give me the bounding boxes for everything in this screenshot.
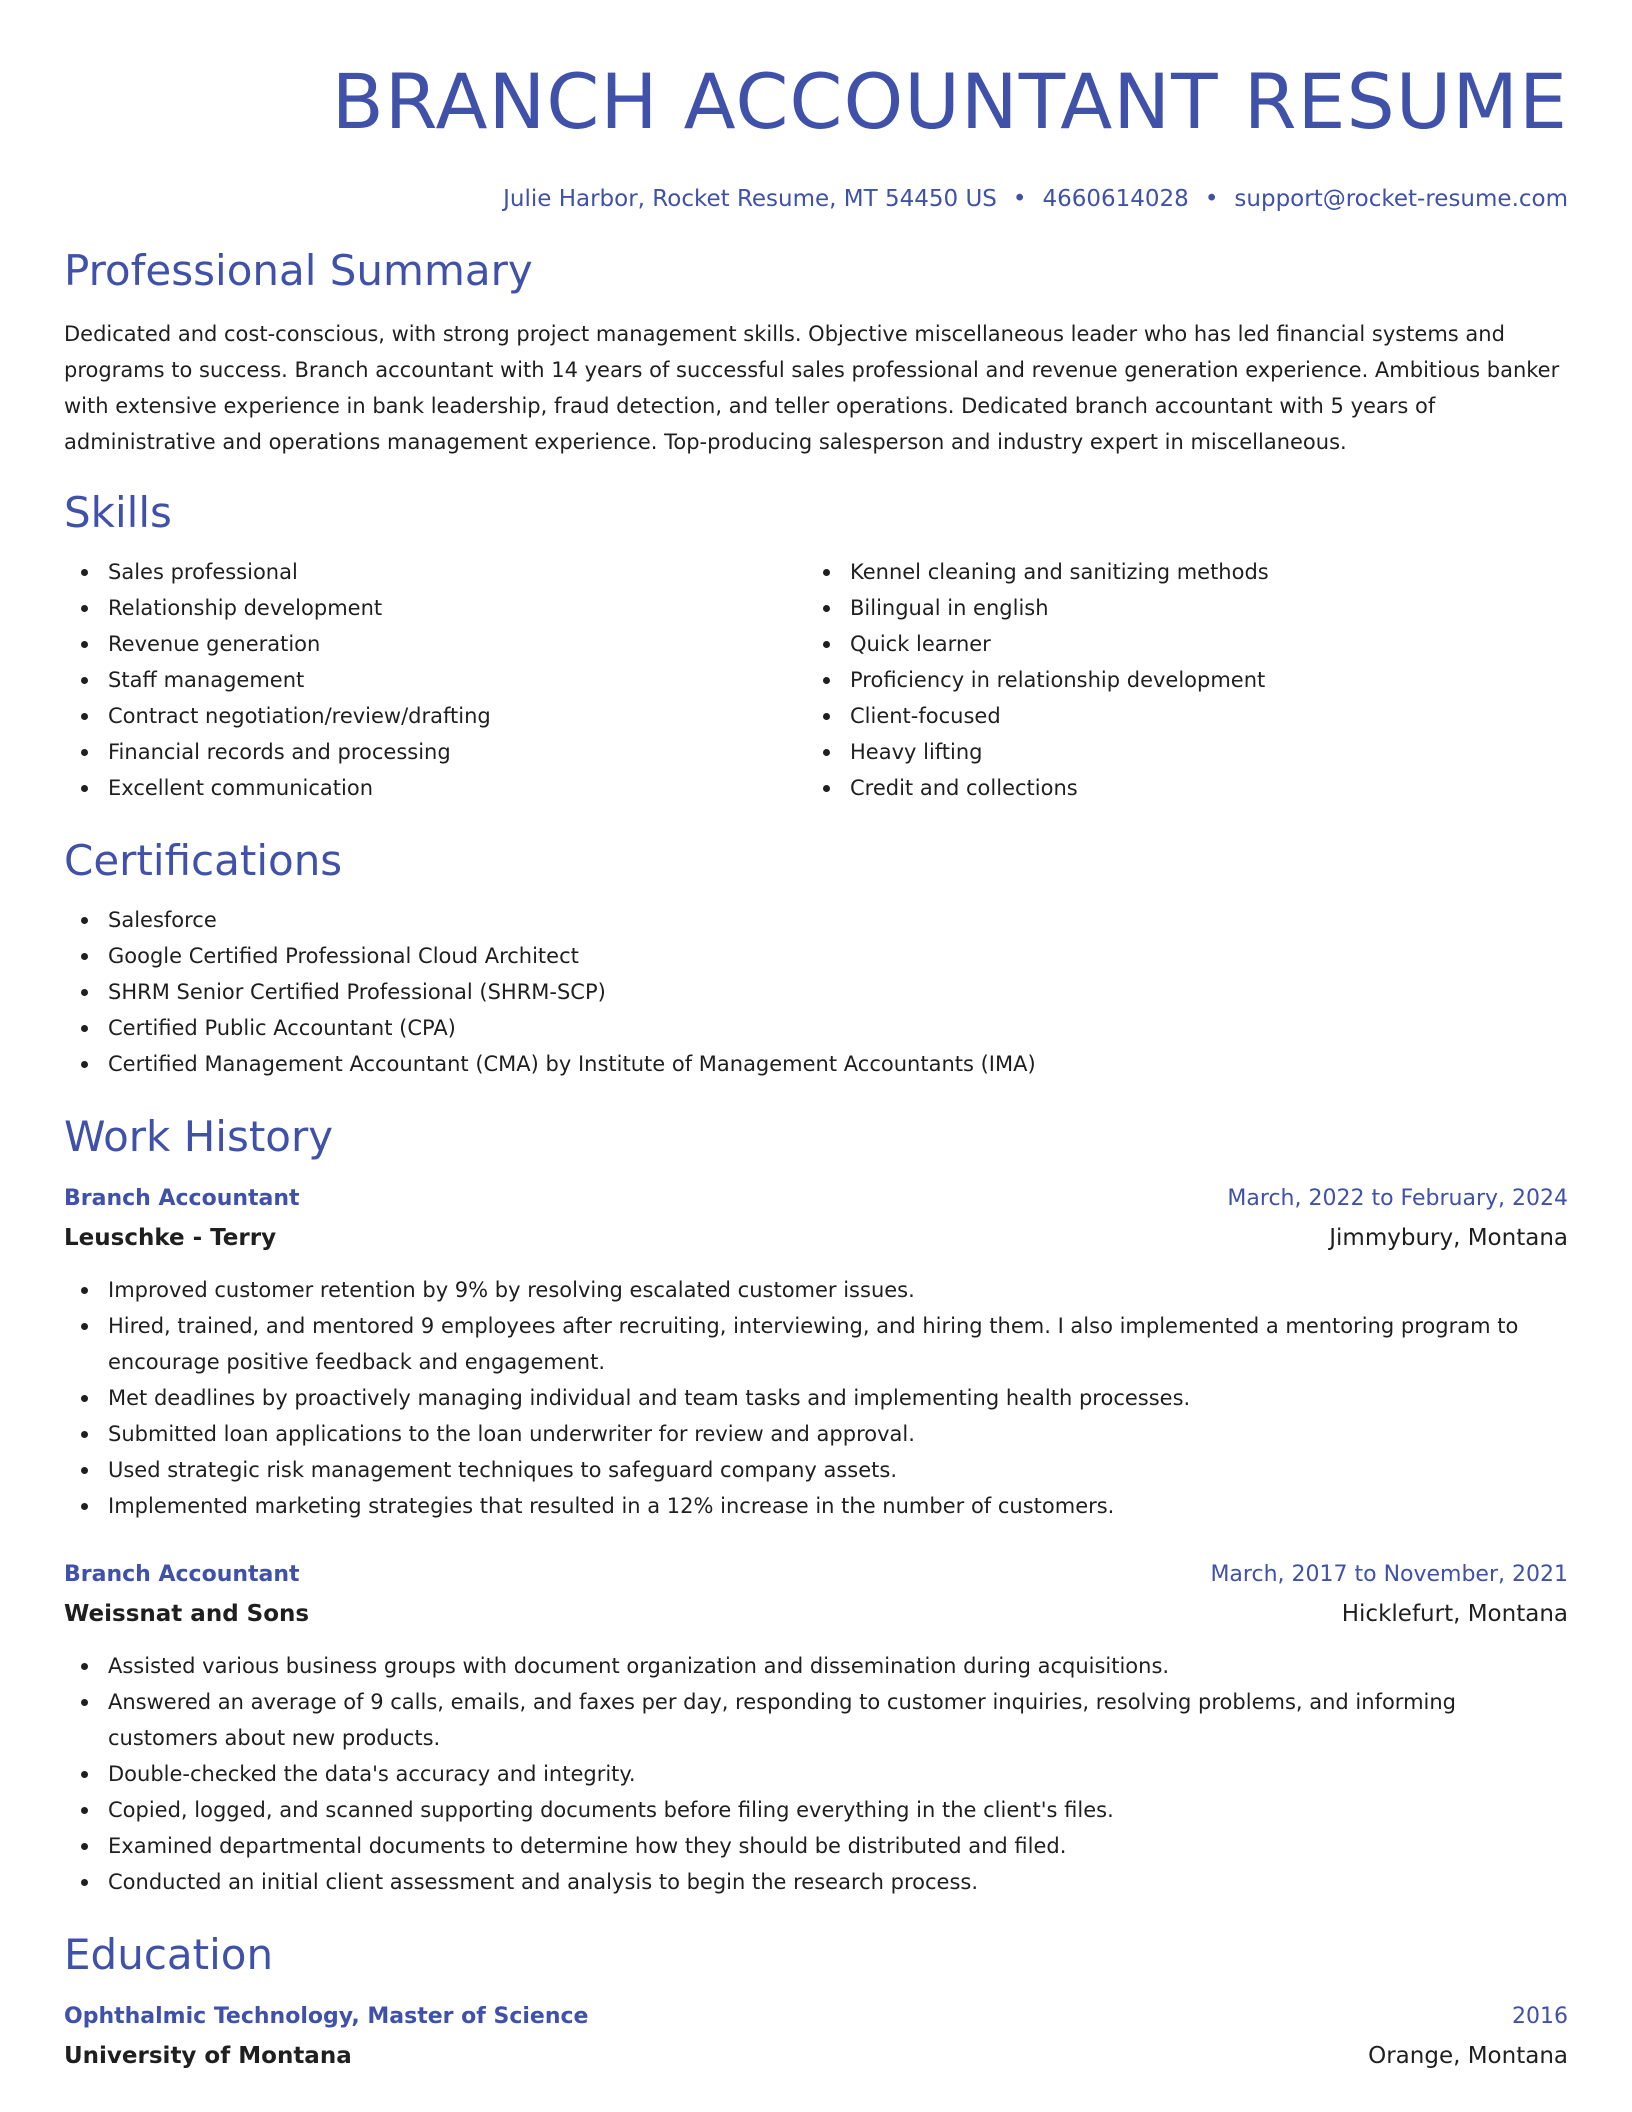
skill-item: Staff management	[64, 662, 806, 698]
contact-phone: 4660614028	[1042, 186, 1189, 212]
skill-item: Client-focused	[806, 698, 1548, 734]
education-section	[64, 1930, 1568, 2076]
skill-item: Revenue generation	[64, 626, 806, 662]
skill-item: Excellent communication	[64, 770, 806, 806]
job-title: Branch Accountant	[64, 1562, 300, 1587]
certifications-section	[64, 836, 1568, 1082]
job-bullet: Submitted loan applications to the loan underwriter for review and approval.	[64, 1416, 1568, 1452]
summary-text: Dedicated and cost-conscious, with strong project management skills. Objective miscellaneous leader who has led financial systems and programs to success. Branch accountant with 14 years of successful sales professional and revenue generation experience. Ambitious banker with extensive experience in bank leadership, fraud detection, and teller operations. Dedicated branch accountant with 5 years of administrative and operations management experience. Top-producing salesperson and industry expert in miscellaneous.	[64, 322, 1560, 454]
skill-item: Quick learner	[806, 626, 1548, 662]
education-entry	[64, 1998, 1568, 2076]
job-bullet: Answered an average of 9 calls, emails, and faxes per day, responding to customer inquiries, resolving problems, and informing customers about new products.	[64, 1684, 1568, 1756]
skill-item: Credit and collections	[806, 770, 1548, 806]
section-heading-summary: Professional Summary	[64, 246, 533, 295]
job-entry	[64, 1556, 1568, 1900]
job-bullet: Conducted an initial client assessment and analysis to begin the research process.	[64, 1864, 1568, 1900]
job-dates: March, 2017 to November, 2021	[1210, 1562, 1568, 1587]
certification-item: SHRM Senior Certified Professional (SHRM-SCP)	[64, 974, 1568, 1010]
job-location: Hicklefurt, Montana	[1341, 1601, 1568, 1627]
certification-item: Certified Public Accountant (CPA)	[64, 1010, 1568, 1046]
contact-separator: •	[1204, 186, 1219, 212]
skills-section	[64, 488, 1568, 806]
job-bullet: Assisted various business groups with document organization and dissemination during acquisitions.	[64, 1648, 1568, 1684]
contact-address: Julie Harbor, Rocket Resume, MT 54450 US	[503, 186, 997, 212]
contact-email: support@rocket-resume.com	[1234, 186, 1568, 212]
job-title: Branch Accountant	[64, 1186, 300, 1211]
job-header	[64, 1180, 1568, 1218]
job-subheader	[64, 1218, 1568, 1258]
section-heading-education: Education	[64, 1930, 274, 1979]
skill-item: Proficiency in relationship development	[806, 662, 1548, 698]
contact-separator: •	[1012, 186, 1027, 212]
section-heading-skills: Skills	[64, 488, 172, 537]
skill-item: Contract negotiation/review/drafting	[64, 698, 806, 734]
skill-item: Financial records and processing	[64, 734, 806, 770]
job-bullet: Improved customer retention by 9% by resolving escalated customer issues.	[64, 1272, 1568, 1308]
education-location: Orange, Montana	[1368, 2043, 1568, 2069]
skills-list-left	[64, 554, 806, 806]
resume-title: BRANCH ACCOUNTANT RESUME	[331, 57, 1568, 146]
job-bullet: Examined departmental documents to determine how they should be distributed and filed.	[64, 1828, 1568, 1864]
job-bullet: Double-checked the data's accuracy and integrity.	[64, 1756, 1568, 1792]
skill-item: Sales professional	[64, 554, 806, 590]
job-bullet: Implemented marketing strategies that resulted in a 12% increase in the number of customers.	[64, 1488, 1568, 1524]
job-header	[64, 1556, 1568, 1594]
job-company: Weissnat and Sons	[64, 1601, 310, 1627]
certification-item: Certified Management Accountant (CMA) by Institute of Management Accountants (IMA)	[64, 1046, 1568, 1082]
skill-item: Heavy lifting	[806, 734, 1548, 770]
contact-line	[64, 186, 1568, 212]
skill-item: Bilingual in english	[806, 590, 1548, 626]
job-dates: March, 2022 to February, 2024	[1227, 1186, 1568, 1211]
skill-item: Relationship development	[64, 590, 806, 626]
job-bullet: Used strategic risk management techniques to safeguard company assets.	[64, 1452, 1568, 1488]
section-heading-certifications: Certifications	[64, 836, 343, 885]
education-school: University of Montana	[64, 2043, 352, 2069]
job-bullet: Hired, trained, and mentored 9 employees after recruiting, interviewing, and hiring them. I also implemented a mentoring program to encourage positive feedback and engagement.	[64, 1308, 1568, 1380]
summary-section	[64, 246, 1568, 460]
job-company: Leuschke - Terry	[64, 1225, 277, 1251]
job-location: Jimmybury, Montana	[1329, 1225, 1568, 1251]
job-bullets	[64, 1648, 1568, 1900]
education-subheader	[64, 2036, 1568, 2076]
skills-list-right	[806, 554, 1548, 806]
skills-column-left	[64, 554, 806, 806]
certifications-list	[64, 902, 1568, 1082]
certification-item: Salesforce	[64, 902, 1568, 938]
skills-grid	[64, 554, 1568, 806]
certification-item: Google Certified Professional Cloud Architect	[64, 938, 1568, 974]
education-year: 2016	[1512, 2004, 1568, 2029]
work-history-section	[64, 1112, 1568, 1900]
skill-item: Kennel cleaning and sanitizing methods	[806, 554, 1548, 590]
section-heading-work-history: Work History	[64, 1112, 334, 1161]
skills-column-right	[806, 554, 1548, 806]
education-header	[64, 1998, 1568, 2036]
job-bullets	[64, 1272, 1568, 1524]
job-bullet: Copied, logged, and scanned supporting documents before filing everything in the client's files.	[64, 1792, 1568, 1828]
job-bullet: Met deadlines by proactively managing individual and team tasks and implementing health processes.	[64, 1380, 1568, 1416]
job-entry	[64, 1180, 1568, 1524]
job-subheader	[64, 1594, 1568, 1634]
education-degree: Ophthalmic Technology, Master of Science	[64, 2004, 589, 2029]
